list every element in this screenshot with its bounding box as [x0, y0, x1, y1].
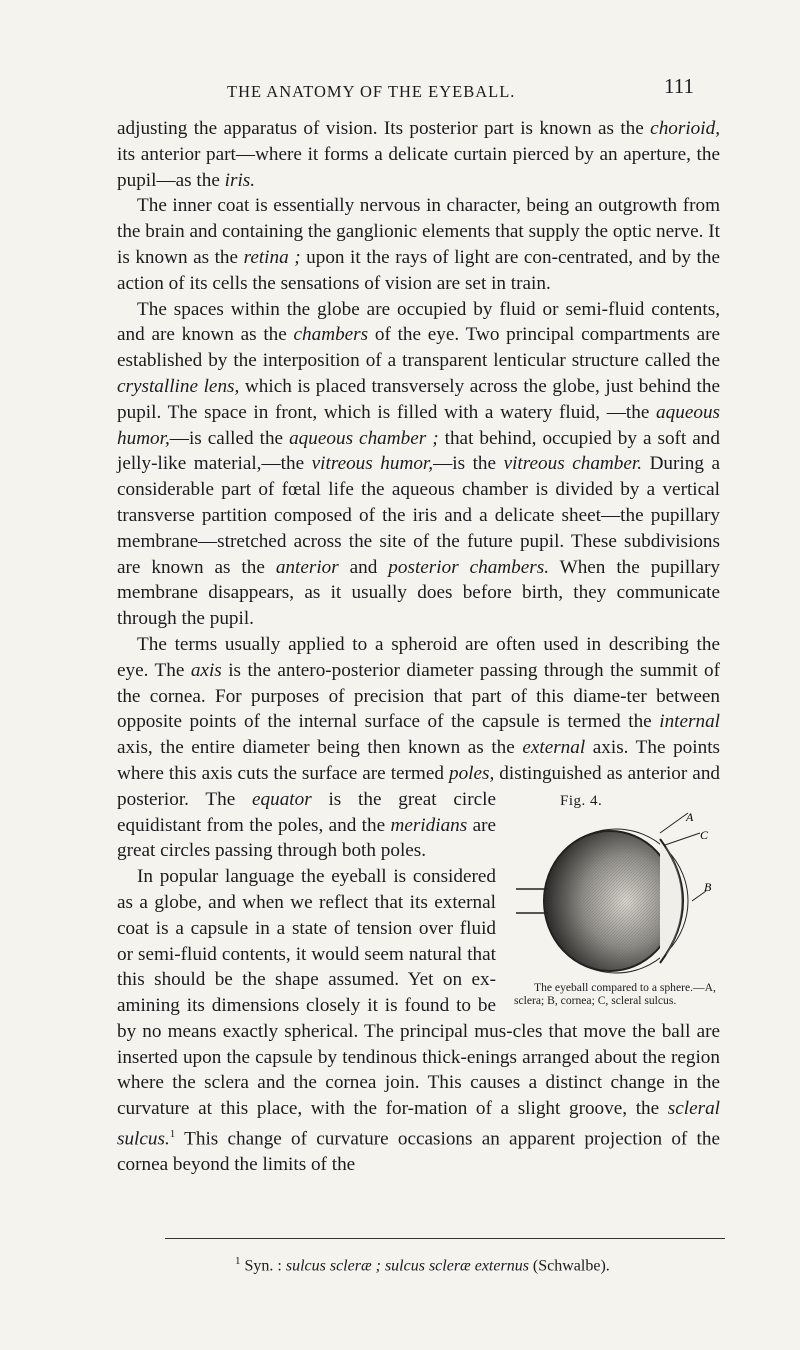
term-aqueous-chamber: aqueous chamber ; — [289, 427, 439, 449]
text-run: of the eye. Two principal compartments are established by the interposition of a transparent lenticular structure called the — [117, 324, 720, 372]
text-run: —is called the — [169, 427, 290, 449]
footnote-marker: 1 — [235, 1255, 241, 1267]
term-anterior: anterior — [275, 556, 339, 578]
term-chorioid: chorioid, — [650, 118, 720, 139]
figure-caption: The eyeball compared to a sphere.—A, sclera; B, cornea; C, scleral sulcus. — [514, 980, 716, 1008]
figure-4 — [510, 789, 720, 1008]
footnote — [235, 1255, 735, 1275]
text-run: that behind, occupied by a soft and jelly-like material,—the — [117, 427, 720, 475]
paragraph-1 — [117, 116, 720, 193]
text-run: adjusting the apparatus of vision. Its posterior part is known as the — [117, 118, 651, 139]
paragraph-2 — [117, 193, 720, 296]
text-run: During a considerable part of fœtal life the aqueous chamber is divided by a vertical transverse partition composed of the iris and a delicate sheet—the pupillary membrane—stretched across the site of the future pupil. These subdivisions are known as the — [117, 453, 720, 578]
text-run: its anterior part—where it forms a delicate curtain pierced by an aperture, the pupil—as the — [117, 143, 720, 191]
term-retina: retina ; — [243, 246, 301, 268]
text-run: In popular language the eyeball is considered as a globe, and when we reflect that its external coat is a capsule in a state of tension over fluid or semi-fluid contents, it would seem natural that this should be the shape assumed. Yet on ex-amining its dimensions closely it is found to be by no means exactly spherical. The principal mus-cles that move the ball are inserted upon the capsule by tendinous thick-enings arranged about the region where the sclera and the cornea join. This causes a distinct change in the curvature at this place, with the for-mation of a slight groove, the — [117, 866, 720, 1120]
text-run: are great circles passing through both poles. — [117, 814, 496, 862]
term-equator: equator — [251, 788, 312, 810]
text-run: and — [338, 556, 389, 578]
pointer-c — [665, 833, 700, 845]
paragraph-3 — [117, 297, 720, 632]
figure-title: Fig. 4. — [560, 792, 603, 809]
text-run: axis, the entire diameter being then known as the — [117, 737, 523, 759]
term-scleral-sulcus: scleral sulcus. — [117, 1098, 720, 1150]
eyeball-diagram — [510, 811, 710, 981]
footnote-ref: 1 — [169, 1128, 176, 1141]
footnote-source: (Schwalbe). — [528, 1257, 610, 1275]
page-number: 111 — [664, 74, 694, 98]
text-run: upon it the rays of light are con-centrated, and by the action of its cells the sensations of vision are set in train. — [117, 246, 720, 294]
text-run: which is placed transversely across the globe, just behind the pupil. The space in front, which is filled with a watery fluid, —the — [117, 375, 720, 423]
text-run: —is the — [433, 453, 504, 475]
term-meridians: meridians — [390, 814, 468, 836]
text-run: is the antero-posterior diameter passing through the summit of the cornea. For purposes of precision that part of this diame-ter between opposite points of the internal surface of the capsule is termed the — [117, 659, 720, 733]
running-title: THE ANATOMY OF THE EYEBALL. — [227, 82, 516, 101]
term-posterior-chambers: posterior chambers. — [388, 556, 549, 578]
term-vitreous-humor: vitreous humor, — [311, 453, 434, 475]
term-chambers: chambers — [293, 324, 369, 346]
label-b: B — [704, 879, 712, 894]
footnote-lead: Syn. : — [240, 1257, 286, 1275]
text-run: This change of curvature occasions an apparent projection of the cornea beyond the limits of the — [117, 1128, 720, 1176]
term-iris: iris. — [224, 169, 256, 191]
text-run: The inner coat is essentially nervous in character, being an outgrowth from the brain and containing the ganglionic elements that supply the optic nerve. It is known as the — [117, 195, 720, 268]
term-crystalline-lens: crystalline lens, — [117, 375, 240, 397]
body-text — [117, 116, 720, 1178]
text-run: is the great circle equidistant from the poles, and the — [117, 788, 496, 836]
label-c: C — [700, 827, 709, 842]
text-run: axis. The points where this axis cuts the surface are termed — [117, 737, 720, 784]
term-poles: poles, — [448, 762, 495, 784]
text-run: The spaces within the globe are occupied by fluid or semi-fluid contents, and are known as the — [117, 298, 720, 346]
text-run: When the pupillary membrane disappears, as it usually does before birth, they communicate through the pupil. — [117, 556, 720, 630]
term-external: external — [522, 737, 586, 759]
label-a: A — [686, 809, 694, 824]
term-vitreous-chamber: vitreous chamber. — [503, 453, 643, 475]
pointer-a — [660, 813, 688, 833]
term-axis: axis — [190, 659, 222, 681]
footnote-synonyms: sulcus scleræ ; sulcus scleræ externus — [285, 1257, 529, 1275]
text-run: The terms usually applied to a spheroid are often used in describing the eye. The — [117, 633, 720, 681]
term-aqueous-humor: aqueous humor, — [117, 401, 720, 449]
footnote-rule — [165, 1238, 725, 1239]
term-internal: internal — [659, 711, 720, 733]
text-run: distinguished as anterior and posterior. The — [117, 762, 721, 810]
